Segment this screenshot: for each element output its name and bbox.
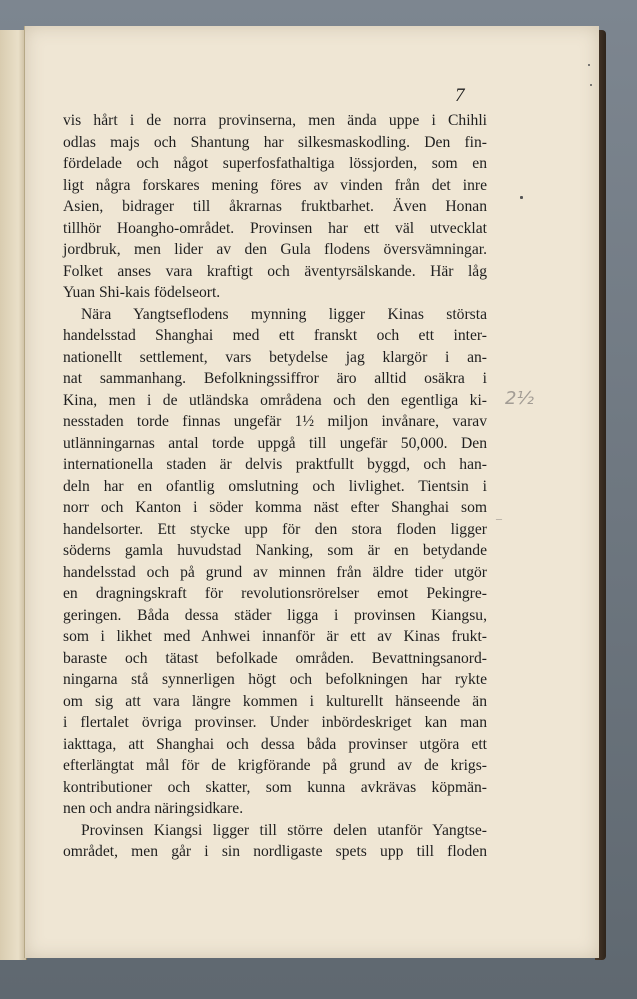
- text-line: området, men går i sin nordligaste spets upp till floden: [63, 843, 487, 860]
- text-line: jordbruk, men lider av den Gula flodens översvämningar.: [63, 241, 487, 258]
- paper-speck: [590, 84, 592, 86]
- text-line: odlas majs och Shantung har silkesmaskodling. Den fin-: [63, 133, 487, 151]
- text-line: Folket anses vara kraftigt och äventyrsälskande. Här låg: [63, 262, 487, 280]
- facing-page-edge: [0, 30, 27, 960]
- text-line: Kina, men i de utländska områdena och den egentliga ki-: [63, 391, 487, 409]
- text-line: som i likhet med Anhwei innanför är ett av Kinas frukt-: [63, 628, 487, 645]
- text-line: geringen. Båda dessa städer ligga i provinsen Kiangsu,: [63, 606, 487, 624]
- text-line: iakttaga, att Shanghai och dessa båda provinser utgöra ett: [63, 735, 487, 753]
- text-line: om sig att vara längre kommen i kulturellt hänseende än: [63, 692, 487, 710]
- text-line: nat sammanhang. Befolkningssiffror äro alltid osäkra i: [63, 370, 487, 387]
- body-text: [63, 110, 487, 863]
- paper-speck: [520, 196, 523, 199]
- text-line: efterlängtat mål för de krigförande på grund av de krigs-: [63, 757, 487, 774]
- margin-pencil-mark: –: [496, 511, 502, 525]
- text-line: kontributioner och skatter, som kunna avkrävas köpmän-: [63, 778, 487, 796]
- text-line: nesstaden torde finnas ungefär 1½ miljon invånare, varav: [63, 413, 487, 430]
- text-line: fördelade och något superfosfathaltiga lössjorden, som en: [63, 155, 487, 172]
- text-line: handelsstad Shanghai med ett franskt och ett inter-: [63, 327, 487, 344]
- text-line: ligt några forskares mening föres av vinden från det inre: [63, 176, 487, 194]
- text-line: tillhör Hoangho-området. Provinsen har ett väl utvecklat: [63, 219, 487, 237]
- text-line: nationellt settlement, vars betydelse jag klargör i an-: [63, 348, 487, 366]
- text-line: internationella staden är delvis praktfullt byggd, och han-: [63, 456, 487, 473]
- text-line: deln har en ofantlig omslutning och livlighet. Tientsin i: [63, 477, 487, 495]
- text-line: nen och andra näringsidkare.: [63, 800, 244, 817]
- text-line: söderns gamla huvudstad Nanking, som är en betydande: [63, 542, 487, 559]
- text-line: Provinsen Kiangsi ligger till större delen utanför Yangtse-: [81, 821, 487, 839]
- text-line: i flertalet övriga provinser. Under inbördeskriget kan man: [63, 714, 487, 731]
- text-line: vis hårt i de norra provinserna, men ända uppe i Chihli: [63, 112, 487, 129]
- text-line: utlänningarnas antal torde uppgå till ungefär 50,000. Den: [63, 434, 487, 452]
- text-line: norr och Kanton i söder komma näst efter Shanghai som: [63, 499, 487, 516]
- text-line: handelsstad och på grund av minnen från äldre tider utgör: [63, 563, 487, 581]
- text-line: Nära Yangtseflodens mynning ligger Kinas största: [81, 305, 487, 323]
- page-number: 7: [455, 85, 465, 106]
- text-line: baraste och tätast befolkade områden. Bevattningsanord-: [63, 649, 487, 667]
- text-line: ningarna stå synnerligen högt och befolkningen har rykte: [63, 671, 487, 688]
- text-line: handelsorter. Ett stycke upp för den stora floden ligger: [63, 520, 487, 538]
- text-line: Yuan Shi-kais födelseort.: [63, 284, 221, 301]
- text-line: Asien, bidrager till åkrarnas fruktbarhet. Även Honan: [63, 198, 487, 215]
- handwritten-margin-note: 2½: [505, 388, 534, 409]
- paper-speck: [588, 64, 590, 66]
- text-line: en dragningskraft för revolutionsrörelser emot Pekingre-: [63, 585, 487, 602]
